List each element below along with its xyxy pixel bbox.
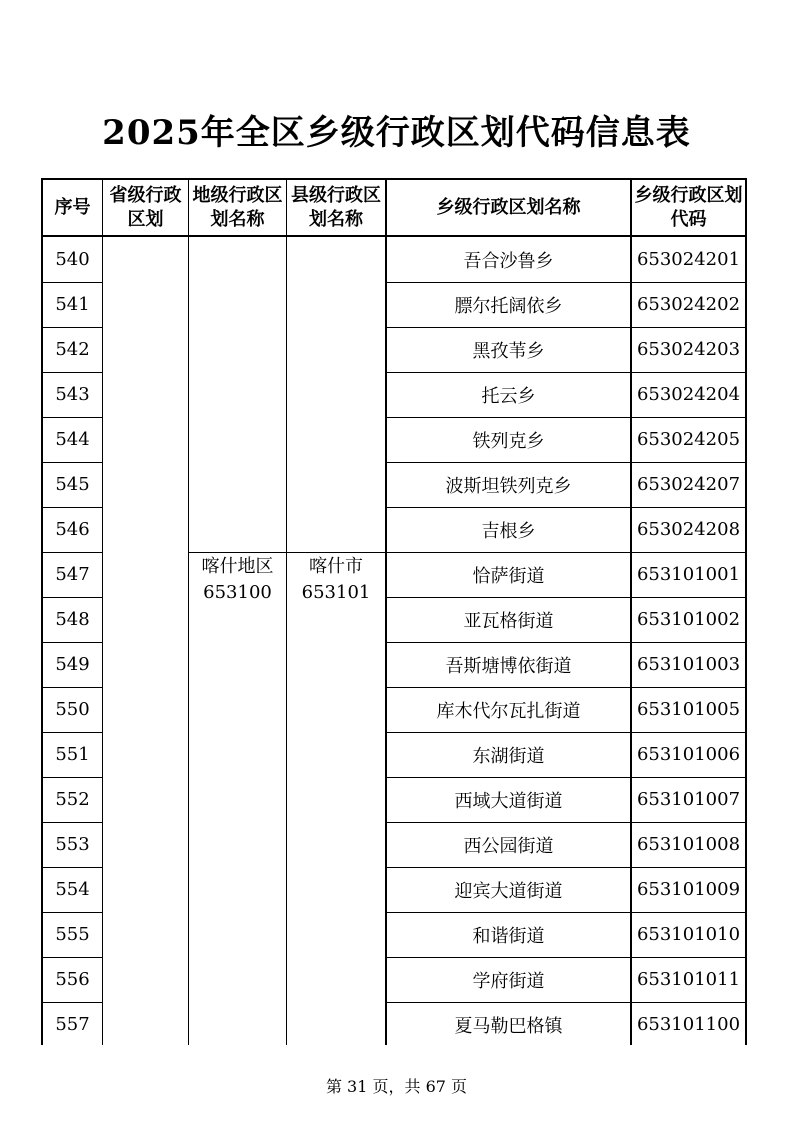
row-township-name: 西公园街道 bbox=[463, 835, 554, 857]
header-prefecture: 地级行政区划名称 bbox=[192, 184, 283, 230]
row-seq: 543 bbox=[55, 384, 90, 405]
header-county: 县级行政区划名称 bbox=[291, 184, 381, 230]
row-seq: 555 bbox=[55, 924, 90, 945]
row-township-name: 黑孜苇乡 bbox=[472, 340, 545, 362]
row-seq: 553 bbox=[55, 834, 90, 855]
row-township-name: 和谐街道 bbox=[472, 925, 545, 947]
region-code-table bbox=[41, 178, 747, 1045]
row-township-code: 653024205 bbox=[636, 429, 741, 450]
row-township-code: 653024207 bbox=[636, 474, 741, 495]
row-seq: 547 bbox=[55, 564, 90, 585]
row-seq: 548 bbox=[55, 609, 90, 630]
row-township-name: 迎宾大道街道 bbox=[454, 880, 563, 902]
row-township-name: 波斯坦铁列克乡 bbox=[445, 475, 572, 497]
page-footer: 第 31 页，共 67 页 bbox=[325, 1077, 468, 1096]
row-seq: 541 bbox=[55, 294, 90, 315]
row-seq: 549 bbox=[55, 654, 90, 675]
column-divider bbox=[188, 178, 189, 1045]
row-township-name: 铁列克乡 bbox=[472, 430, 545, 452]
header-seq: 序号 bbox=[54, 196, 91, 218]
row-township-code: 653024203 bbox=[636, 339, 741, 360]
prefecture-code: 653100 bbox=[203, 582, 272, 603]
row-township-name: 托云乡 bbox=[481, 385, 536, 407]
row-township-name: 亚瓦格街道 bbox=[463, 610, 554, 632]
row-township-code: 653101001 bbox=[636, 564, 741, 585]
row-township-name: 东湖街道 bbox=[472, 745, 545, 767]
row-township-name: 恰萨街道 bbox=[472, 565, 545, 587]
row-township-code: 653101009 bbox=[636, 879, 741, 900]
column-divider bbox=[286, 178, 287, 1045]
row-township-code: 653101003 bbox=[636, 654, 741, 675]
row-township-code: 653101005 bbox=[636, 699, 741, 720]
header-code: 乡级行政区划代码 bbox=[634, 184, 743, 230]
row-seq: 557 bbox=[55, 1014, 90, 1035]
county-name: 喀什市 bbox=[309, 556, 363, 577]
page-title: 2025年全区乡级行政区划代码信息表 bbox=[102, 113, 691, 153]
row-township-code: 653101011 bbox=[636, 969, 741, 990]
row-township-name: 吾斯塘博依街道 bbox=[445, 655, 572, 677]
row-seq: 551 bbox=[55, 744, 90, 765]
row-seq: 545 bbox=[55, 474, 90, 495]
row-township-code: 653101002 bbox=[636, 609, 741, 630]
row-seq: 540 bbox=[55, 249, 90, 270]
prefecture-name: 喀什地区 bbox=[201, 556, 274, 577]
county-code: 653101 bbox=[301, 582, 371, 603]
row-township-code: 653101007 bbox=[636, 789, 741, 810]
row-township-code: 653101010 bbox=[636, 924, 741, 945]
row-township-code: 653101006 bbox=[636, 744, 741, 765]
row-township-code: 653024201 bbox=[636, 249, 741, 270]
header-township: 乡级行政区划名称 bbox=[436, 196, 581, 218]
row-seq: 554 bbox=[55, 879, 90, 900]
county-cell bbox=[287, 554, 385, 606]
row-township-name: 西域大道街道 bbox=[454, 790, 563, 812]
row-township-name: 库木代尔瓦扎街道 bbox=[436, 700, 581, 722]
row-township-code: 653024204 bbox=[636, 384, 741, 405]
prefecture-cell bbox=[189, 554, 286, 606]
row-seq: 552 bbox=[55, 789, 90, 810]
column-divider bbox=[102, 178, 103, 1045]
row-seq: 556 bbox=[55, 969, 90, 990]
row-seq: 550 bbox=[55, 699, 90, 720]
row-township-name: 吉根乡 bbox=[481, 520, 536, 542]
row-township-code: 653101100 bbox=[636, 1014, 741, 1035]
merged-cell-divider bbox=[188, 552, 386, 553]
row-township-code: 653024208 bbox=[636, 519, 741, 540]
header-province: 省级行政区划 bbox=[109, 184, 182, 230]
row-township-code: 653101008 bbox=[636, 834, 741, 855]
table-border-right bbox=[745, 178, 747, 1045]
row-township-name: 学府街道 bbox=[472, 970, 545, 992]
row-township-code: 653024202 bbox=[636, 294, 741, 315]
row-township-name: 吾合沙鲁乡 bbox=[463, 250, 554, 272]
row-seq: 546 bbox=[55, 519, 90, 540]
row-seq: 542 bbox=[55, 339, 90, 360]
row-township-name: 膘尔托阔依乡 bbox=[454, 295, 563, 317]
row-seq: 544 bbox=[55, 429, 90, 450]
row-township-name: 夏马勒巴格镇 bbox=[454, 1015, 563, 1037]
